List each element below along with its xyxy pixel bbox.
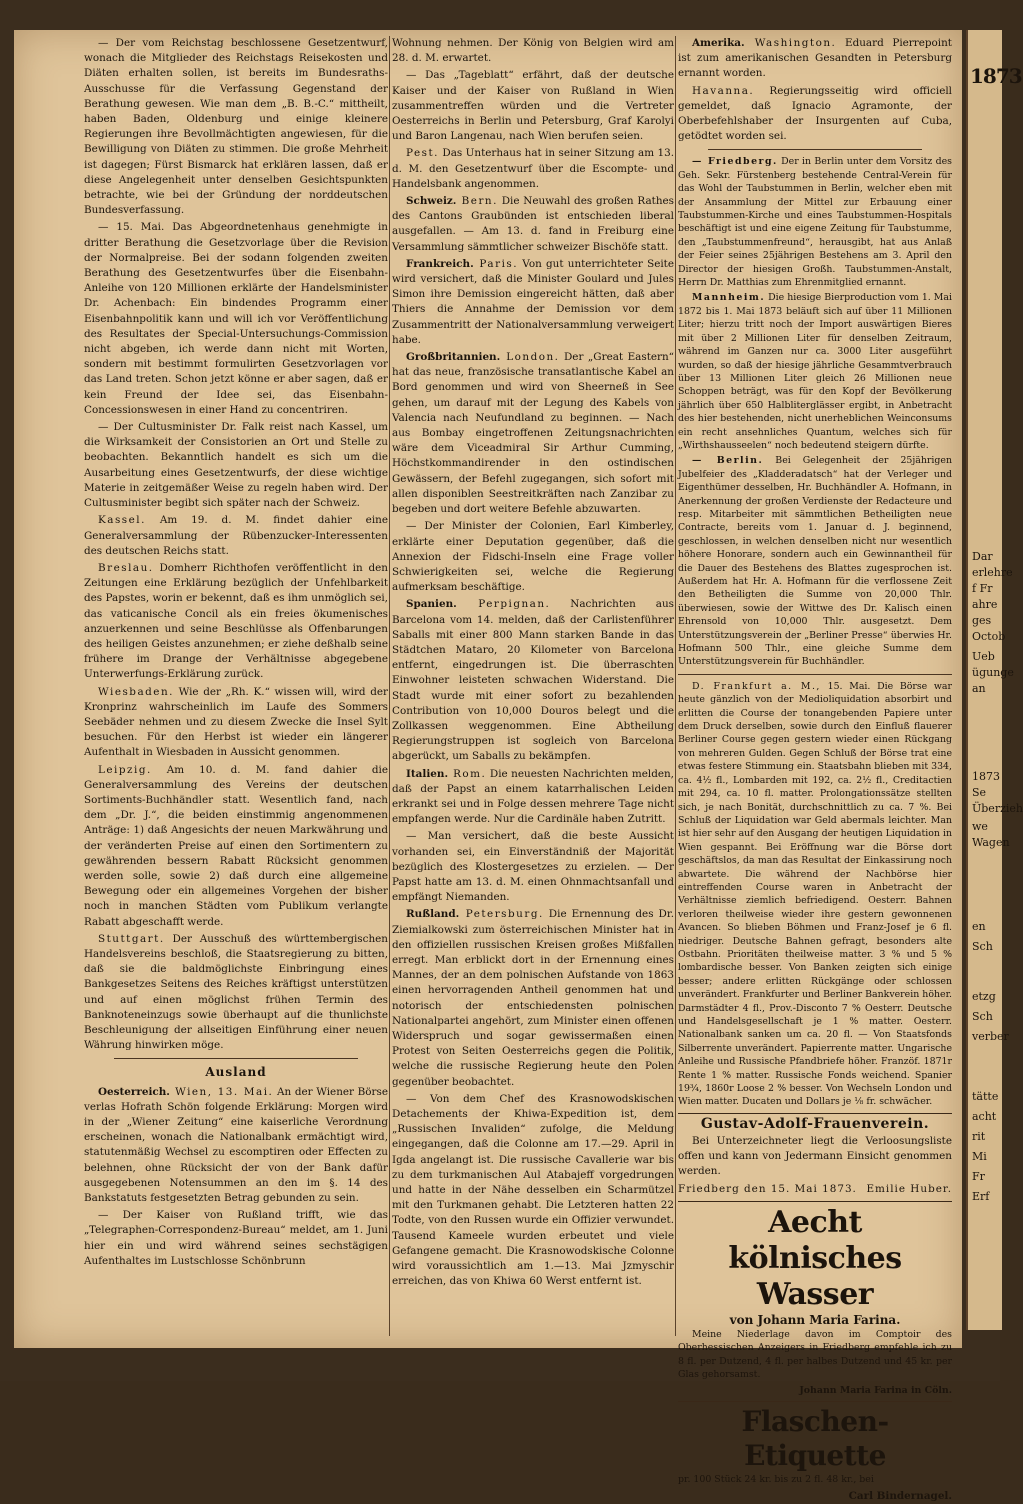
dateline: Pest. [406, 147, 439, 160]
article-colonien: — Der Minister der Colonien, Earl Kimberley, erklärte einer Deputation gegenüber, daß die Annexion der Fidschi-Inseln eine Frage voller Schwierigkeiten sei, welche die Regierung aufmerksam beschäftige. [392, 520, 674, 594]
adjacent-page-edge [966, 30, 1023, 1330]
article-text: 15. Mai. Die Börse war heute gänzlich von der Medioliquidation absorbirt und erlitten die Course der tonangebenden Papiere unter dem Druck derselben, sowie durch den Einfluß flauerer Berliner Course gegen gestern wieder einen Rückgang von mehreren Gulden. Gegen Schluß der Börse trat eine etwas festere Stimmung ein. Staatsbahn blieben mit 334, ca. 4½ fl., Lombarden mit 192, ca. 2½ fl., Creditactien mit 294, ca. 10 fl. matter. Prolongationssätze stellten sich, je nach Bonität, durchschnittlich zu ca. 7 %. Bei Schluß der Liquidation war Geld abermals leichter. Man ist hier sehr auf den Ausgang der heutigen Liquidation in Wien gespannt. Bei Eröffnung war die Börse dort geschäftslos, da man das Resultat der Einkassirung noch abwartete. Die während der Nachbörse hier eintreffenden Course waren in Anbetracht der Verhältnisse ziemlich befriedigend. Oesterr. Bahnen verloren theilweise wieder ihre gestern gewonnenen Avancen. So blieben Böhmen und Franz-Josef je 6 fl. niedriger. Deutsche Bahnen gefragt, besonders alte Ostbahn. Prioritäten theilweise matter. 3 % und 5 % lombardische besser. Von Banken zeigten sich einige besser; andere erlitten Rückgänge oder schlossen unverändert. Frankfurter und Berliner Bankverein höher. Darmstädter 4 fl., Prov.-Disconto 7 % Oesterr. Deutsche und Handelsgesellschaft je 1 % matter. Oesterr. Nationalbank sanken um ca. 20 fl. — Von Staatsfonds Silberrente unverändert. Papierrente matter. Ungarische Anleihe und Russische Pfandbriefe höher. Franzöf. 1871r Rente 1 % matter. Russische Fonds weichend. Spanier 19¾, 1860r Loose 2 % besser. Von Wechseln London und Wien matter. Ducaten und Dollars je ⅛ fr. schwächer. [678, 680, 952, 1108]
column-2 [392, 36, 674, 1336]
article-schweiz [392, 194, 674, 255]
advertisement-koelnisch-wasser [678, 1201, 952, 1397]
article-continuation: Wohnung nehmen. Der König von Belgien wird am 28. d. M. erwartet. [392, 37, 674, 65]
advertisement-frauenverein [678, 1113, 952, 1197]
article-text: Die neuesten Nachrichten melden, daß der Papst an einem katarrhalischen Leiden erkrankt sei und in Folge dessen mehrere Tage nicht empfangen werde. Nur die Cardinäle haben Zutritt. [392, 767, 674, 826]
adjacent-page-fragment: ügunge [972, 666, 1014, 679]
adjacent-page-fragment: an [972, 682, 986, 695]
dateline: London. [500, 351, 560, 364]
article-stuttgart [84, 932, 388, 1054]
ad-signature: Emilie Huber. [866, 1182, 952, 1195]
article-spanien [392, 597, 674, 764]
adjacent-page-fragment: rit [972, 1130, 986, 1143]
adjacent-page-fragment: tätte [972, 1090, 999, 1103]
column-1 [84, 36, 388, 1336]
dateline: Wien, 13. Mai. [169, 1085, 274, 1098]
adjacent-page-fragment: Erf [972, 1190, 990, 1203]
adjacent-page-fragment: Se [972, 786, 987, 799]
article-text: Der in Berlin unter dem Vorsitz des Geh. Sekr. Fürstenberg bestehende Central-Verein für das Wohl der Taubstummen in Berlin, welcher eben mit der Ansammlung der Mittel zur Erbauung einer Taubstummen-Kirche und eines Taubstummen-Hospitals beschäftigt ist und eine eigene Zeitung für Taubstumme, den „Taubstummenfreund“, herausgibt, hat aus Anlaß der Feier seines 25jährigen Bestehens am 3. April den Director der hiesigen Großh. Taubstummen-Anstalt, Herrn Dr. Matthias zum Ehrenmitglied ernannt. [678, 156, 952, 289]
adjacent-page-fragment: etzg [972, 990, 996, 1003]
adjacent-page-fragment: Wagen [972, 836, 1010, 849]
adjacent-page-fragment: Überzieh [972, 802, 1023, 815]
dateline: Petersburg. [459, 908, 544, 921]
article-text: Der Ausschuß des württembergischen Handelsvereins beschloß, die Staatsregierung zu bitten, daß sie die baldmöglichste Einbringung eines Bankgesetzes Seitens des Reiches kräftigst unterstützen und auf einen möglichst frühen Termin des Banknoteneinzugs sowie überhaupt auf die thunlichste Beschleunigung der allseitigen Einführung einer neuen Währung hinwirken möge. [84, 932, 388, 1052]
column-divider [675, 36, 676, 1336]
dateline: — Berlin. [692, 455, 764, 467]
adjacent-page-fragment: we [972, 820, 988, 833]
country-heading: Schweiz. [406, 195, 457, 208]
ad-text: Bei Unterzeichneter liegt die Verloosungsliste offen und kann von Jedermann Einsicht genommen werden. [678, 1135, 952, 1178]
article-klostergesetz: — Man versichert, daß die beste Aussicht vorhanden sei, ein Einverständniß der Majorität bezüglich des Klostergesetzes zu erzielen. — Der Papst hatte am 13. d. M. einen Ohnmachtsanfall und empfängt Niemanden. [392, 830, 674, 904]
adjacent-page-fragment: acht [972, 1110, 997, 1123]
advertisement-flaschen-etiquette [678, 1401, 952, 1504]
article-text: Die hiesige Bierproduction vom 1. Mai 1872 bis 1. Mai 1873 beläuft sich auf über 11 Millionen Liter; hierzu tritt noch der Import auswärtigen Bieres mit über 2 Millionen Liter für denselben Zeitraum, während im Ganzen nur ca. 3000 Liter ausgeführt wurden, so daß der hiesige jährliche Gesammtverbrauch über 13 Millionen Liter gleich 26 Millionen neue Schoppen beträgt, was für den Kopf der Bevölkerung jährlich über 650 Halbliterglässer ergibt, in Anbetracht des hier bestehenden, nicht unerheblichen Weinconsums ein recht ansehnliches Quantum, welches sich für „Wirthshausseelen“ noch bedeutend steigern dürfte. [678, 292, 952, 451]
country-heading: Großbritannien. [406, 351, 501, 364]
dateline: Wiesbaden. [98, 685, 174, 698]
column-3 [678, 36, 952, 1502]
dateline: Havanna. [692, 84, 755, 97]
ad-text: pr. 100 Stück 24 kr. bis zu 2 fl. 48 kr., bei [678, 1474, 874, 1486]
article-text: Von gut unterrichteter Seite wird versichert, daß die Minister Goulard und Jules Simon ihre Demission eingereicht hätten, daß aber Thiers die Annahme der Demission vor dem Zusammentritt der Nationalversammlung verweigert habe. [392, 257, 674, 346]
section-rule [114, 1058, 358, 1059]
article-russland [392, 907, 674, 1089]
article-frankreich [392, 257, 674, 348]
adjacent-page-fragment: Ueb [972, 650, 995, 663]
ad-subtitle: von Johann Maria Farina. [729, 1312, 901, 1327]
dateline: Rom. [448, 767, 487, 780]
article-text: Am 19. d. M. findet dahier eine Generalversammlung der Rübenzucker-Interessenten des deutschen Reichs statt. [84, 514, 388, 557]
country-heading: Oesterreich. [98, 1085, 170, 1098]
article-kassel [84, 513, 388, 559]
adjacent-page-fragment: Sch [972, 940, 993, 953]
column-divider [389, 36, 390, 1336]
ad-text: Meine Niederlage davon im Comptoir des Oberhessischen Anzeigers in Friedberg empfehle ich zu 8 fl. per Dutzend, 4 fl. per halbes Dutzend und 45 kr. per Glas gehorsamst. [678, 1329, 952, 1381]
ad-signature-line [678, 1182, 952, 1197]
dateline: Paris. [473, 257, 519, 270]
adjacent-page-fragment: ahre [972, 598, 998, 611]
article-friedberg [678, 155, 952, 289]
article-kaiser-russland: — Der Kaiser von Rußland trifft, wie das „Telegraphen-Correspondenz-Bureau“ meldet, am 1. Juni hier ein und wird während seines sechstägigen Aufenthaltes im Lustschlosse Schönbrunn [84, 1209, 388, 1267]
dateline: Bern. [456, 195, 498, 208]
adjacent-page-year: 1873 [970, 64, 1022, 88]
adjacent-page-fragment: Sch [972, 1010, 993, 1023]
country-heading: Frankreich. [406, 257, 474, 270]
article-berlin-kladderadatsch [678, 454, 952, 669]
article-text: Die Ernennung des Dr. Ziemialkowski zum österreichischen Minister hat in den offiziellen russischen Kreisen großes Mißfallen erregt. Man erblickt dort in der Ernennung eines Mannes, der an dem polnischen Aufstande von 1863 einen hervorragenden Antheil genommen hat und notorisch der entschiedensten polnischen Nationalpartei angehört, zum Minister einen offenen Widerspruch und sogar gewissermaßen einen Protest von Seiten Oesterreichs gegen die Politik, welche die russische Regierung heute den Polen gegenüber beobachtet. [392, 908, 674, 1088]
ad-signature: Carl Bindernagel. [848, 1489, 952, 1502]
adjacent-page-fragment: en [972, 920, 986, 933]
article-text: Die Neuwahl des großen Rathes des Cantons Graubünden ist entschieden liberal ausgefallen. — Am 13. d. fand in Freiburg eine Versammlung sämmtlicher schweizer Bischöfe statt. [392, 195, 674, 253]
article-mannheim [678, 291, 952, 452]
dateline: D. Frankfurt a. M., [692, 680, 821, 692]
article-text: Domherr Richthofen veröffentlicht in den Zeitungen eine Erklärung bezüglich der Unfehlbarkeit des Papstes, worin er bekennt, daß es ihm unmöglich sei, das vaticanische Concil als ein freies ökumenisches anzuerkennen und seine Beschlüsse als Offenbarungen des heiligen Geistes anzunehmen; er ziehe deßhalb seine frühere im Drange der Verhältnisse abgegebene Unterwerfungs-Erklärung zurück. [84, 561, 388, 681]
article-leipzig [84, 763, 388, 930]
article-text: Bei Gelegenheit der 25jährigen Jubelfeier des „Kladderadatsch“ hat der Verleger und Eigenthümer desselben, Hr. Buchhändler A. Hofmann, in Anerkennung der großen Verdienste der Redacteure und resp. Mitarbeiter mit sämmtlichen Betheiligten neue Contracte, bereits vom 1. Januar d. J. beginnend, geschlossen, in welchen denselben nicht nur wesentlich höhere Honorare, sondern auch ein Gewinnantheil für die Dauer des Bestehens des Blattes zugesprochen ist. Außerdem hat Hr. A. Hofmann für die verflossene Zeit den Betheiligten die Summe von 20,000 Thlr. überwiesen, sowie der Wittwe des Dr. Kalisch einen Ehrensold von 10,000 Thlr. ausgesetzt. Dem Unterstützungsverein der „Berliner Presse“ überwies Hr. Hofmann 500 Thlr., eine gleiche Summe dem Unterstützungsverein für Buchhändler. [678, 455, 952, 668]
section-title-ausland: Ausland [205, 1065, 267, 1080]
ad-signature: Johann Maria Farina in Cöln. [799, 1384, 952, 1396]
adjacent-page-fragment: Fr [972, 1170, 985, 1183]
dateline: Perpignan. [456, 598, 551, 611]
ad-place-date: Friedberg den 15. Mai 1873. [678, 1182, 857, 1195]
article-cultusminister: — Der Cultusminister Dr. Falk reist nach Kassel, um die Wirksamkeit der Consistorien an Ort und Stelle zu beobachten. Bekanntlich handelt es sich um die Ausarbeitung eines Gesetzentwurfs, der diese wichtige Materie in zeitgemäßer Weise zu regeln haben wird. Der Cultusminister begibt sich später nach der Schweiz. [84, 421, 388, 510]
article-khiwa-expedition: — Von dem Chef des Krasnowodskischen Detachements der Khiwa-Expedition ist, dem „Russischen Invaliden“ zufolge, die Meldung eingegangen, daß die Colonne am 17.—29. April in Igda angelangt ist. Die russische Cavallerie war bis zu dem turkmanischen Aul Atabajeff vorgedrungen und hatte in der Nähe desselben ein Scharmützel mit den Turkmanen gehabt. Die Letzteren hatten 22 Todte, von den Russen wurde ein Offizier verwundet. Tausend Kameele wurden erbeutet und viele Gefangene gemacht. Die Krasnowodskische Colonne wird voraussichtlich am 1.—13. Mai Jzmyschir erreichen, das von Khiwa 60 Werst entfernt ist. [392, 1092, 674, 1288]
dateline: — Friedberg. [692, 156, 778, 168]
dateline: Kassel. [98, 514, 146, 527]
article-text: Das Unterhaus hat in seiner Sitzung am 13. d. M. den Gesetzentwurf über die Escompte- und Handelsbank angenommen. [392, 147, 674, 190]
country-heading: Italien. [406, 767, 449, 780]
dateline: Washington. [744, 37, 837, 49]
article-text: Eduard Pierrepoint ist zum amerikanischen Gesandten in Petersburg ernannt worden. [678, 37, 952, 80]
adjacent-page-fragment: Mi [972, 1150, 987, 1163]
article-text: Regierungsseitig wird officiell gemeldet, daß Ignacio Agramonte, der Oberbefehlshaber der Insurgenten auf Cuba, getödtet worden sei. [678, 84, 952, 143]
ad-title: Flaschen-Etiquette [741, 1405, 889, 1473]
adjacent-page-fragment: 1873 [972, 770, 1000, 783]
article-text: Nachrichten aus Barcelona vom 14. melden, daß der Carlistenführer Saballs mit einer 800 Mann starken Bande in das Städtchen Mataro, 20 Kilometer von Barcelona entfernt, eingedrungen ist. Die überraschten Einwohner leisteten schwachen Widerstand. Die Stadt wurde mit einer sofort zu bezahlenden Contribution von 10,000 Douros belegt und die Zollkassen weggenommen. Eine Abtheilung Regierungstruppen ist sogleich von Barcelona abgerückt, um Saballs zu bekämpfen. [392, 598, 674, 763]
adjacent-page-fragment: ges [972, 614, 992, 627]
article-italien [392, 767, 674, 828]
country-heading: Spanien. [406, 598, 457, 611]
section-rule [678, 674, 952, 675]
article-havanna [678, 84, 952, 145]
adjacent-page-fragment: Dar [972, 550, 993, 563]
article-pest [392, 146, 674, 192]
article-breslau [84, 561, 388, 683]
article-text: Der „Great Eastern“ hat das neue, französische transatlantische Kabel an Bord genommen und wird von Sheerneß in See gehen, um darauf mit der Legung des Kabels von Valencia nach Neufundland zu beginnen. — Nach aus Bombay eingetroffenen Zeitungsnachrichten wäre dem Viceadmiral Sir Arthur Cumming, Höchstkommandirender in den ostindischen Gewässern, der Befehl zugegangen, sich sofort mit allen disponiblen Seestreitkräften nach Zanzibar zu begeben und dort weitere Befehle abzuwarten. [392, 351, 674, 516]
article-abgeordnetenhaus: — 15. Mai. Das Abgeordnetenhaus genehmigte in dritter Berathung die Gesetzvorlage über die Revision der Normalpreise. Bei der sodann folgenden zweiten Berathung des Gesetzentwurfes über die Eisenbahn-Anleihe von 120 Millionen erklärte der Handelsminister Dr. Achenbach: Ein bindendes Programm einer Eisenbahnpolitik kann und will ich vor Veröffentlichung des Resultates der Special-Untersuchungs-Commission nicht abgeben, ich werde dann nicht mit Worten, sondern mit bestimmt formulirten Gesetzvorlagen vor das Land treten. Schon jetzt könne er aber sagen, daß er kein Freund der Idee sei, das Eisenbahn-Concessionswesen in einer Hand zu concentriren. [84, 221, 388, 416]
adjacent-page-fragment: f Fr [972, 582, 993, 595]
country-heading: Amerika. [692, 37, 745, 49]
dateline: Mannheim. [692, 292, 766, 304]
dateline: Leipzig. [98, 763, 152, 776]
article-grossbritannien [392, 350, 674, 517]
adjacent-page-fragment: erlehre [972, 566, 1013, 579]
article-frankfurt-boerse [678, 680, 952, 1109]
adjacent-page-fragment: verber [972, 1030, 1009, 1043]
article-tageblatt: — Das „Tageblatt“ erfährt, daß der deutsche Kaiser und der Kaiser von Rußland in Wien zusammentreffen würden und die Vertreter Oesterreichs in Berlin und Petersburg, Graf Karolyi und Baron Langenau, nach Wien berufen seien. [392, 69, 674, 143]
ad-title: Aecht kölnisches Wasser [728, 1204, 902, 1312]
ad-title: Gustav-Adolf-Frauenverein. [700, 1115, 930, 1132]
article-text: Wie der „Rh. K.“ wissen will, wird der Kronprinz wahrscheinlich im Laufe des Sommers Seebäder nehmen und zu diesem Zwecke die Insel Sylt besuchen. Für den Herbst ist wieder ein längerer Aufenthalt in Wiesbaden in Aussicht genommen. [84, 685, 388, 759]
article-amerika [678, 36, 952, 82]
article-oesterreich [84, 1085, 388, 1207]
adjacent-page-fragment: Octob [972, 630, 1006, 643]
dateline: Breslau. [98, 561, 154, 574]
article-text: Am 10. d. M. fand dahier die Generalversammlung des Vereins der deutschen Sortiments-Buchhändler statt. Wesentlich fand, nach dem „Dr. J.“, die beiden einstimmig angenommenen Anträge: 1) daß Angesichts der neuen Markwährung und der veränderten Preise auf einen den Sortimentern zu gewährenden bessern Rabatt Rücksicht genommen werden solle, sowie 2) daß durch eine allgemeine Bewegung oder ein allgemeines Vorgehen der bisher noch in manchen Städten vom Publikum verlangte Rabatt abgeschafft werde. [84, 763, 388, 928]
article-wiesbaden [84, 685, 388, 761]
section-rule [708, 149, 922, 150]
article-text: An der Wiener Börse verlas Hofrath Schön folgende Erklärung: Morgen wird in der „Wiener Zeitung“ eine kaiserliche Verordnung erscheinen, wonach die Nationalbank ermächtigt wird, statutenmäßig Wechsel zu escomptiren oder Effecten zu belehnen, ohne Rücksicht der von der Bank dafür ausgegebenen Notensummen an den im §. 14 des Bankstatuts festgesetzten Betrag gebunden zu sein. [84, 1085, 388, 1205]
country-heading: Rußland. [406, 908, 460, 921]
dateline: Stuttgart. [98, 932, 165, 945]
article-reichstag-diaeten: — Der vom Reichstag beschlossene Gesetzentwurf, wonach die Mitglieder des Reichstags Reisekosten und Diäten erhalten sollen, ist bereits im Bundesraths-Ausschusse für die Verfassung Gegenstand der Berathung gewesen. Wie man dem „B. B.-C.“ mittheilt, haben Baden, Oldenburg und einige kleinere Regierungen ihre Bevollmächtigten angewiesen, für die Bewilligung von Diäten zu stimmen. Die große Mehrheit ist dagegen; Fürst Bismarck hat erklären lassen, daß er diese Angelegenheit unter denselben Gesichtspunkten betrachte, wie bei der Gründung der norddeutschen Bundesverfassung. [84, 37, 388, 217]
